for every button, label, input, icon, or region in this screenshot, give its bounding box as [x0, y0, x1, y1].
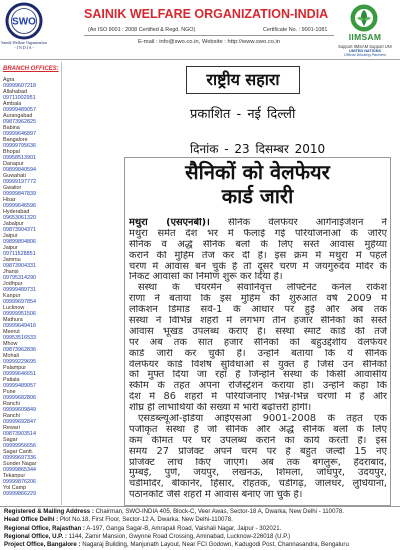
footer-address-text: 1144, Zamir Mansion, Gwynne Road Crossing, Aminabad, Lucknow-226018 (U.P.) — [68, 532, 291, 540]
footer-address-line — [4, 525, 397, 533]
footer-address-line — [4, 533, 397, 541]
branch-city: Sagar — [3, 437, 18, 443]
branch-city: Bangalore — [3, 137, 28, 143]
branch-city: Jaipur — [3, 233, 18, 239]
branch-item — [3, 197, 59, 209]
branch-phone: 09999646651 — [3, 371, 36, 377]
article-headline — [125, 160, 390, 208]
article-line: सैनिक व अर्द्ध सैनिक बलों के लिए सस्ते आवास मुहैय्या — [129, 239, 387, 250]
branch-item — [3, 305, 59, 317]
branch-city: Hisar — [3, 197, 16, 203]
branch-phone: 09999649416 — [3, 323, 36, 329]
article-line: को मुफ्त दिया जा रहा है जिन्होंने संस्था के किसी आवासीय — [129, 370, 387, 381]
footer-address-label: Project Office, Bangalore : — [4, 541, 81, 549]
branch-phone: 09999682806 — [3, 395, 36, 401]
branch-phone: 09653061320 — [3, 215, 36, 221]
branch-phone: 09873962825 — [3, 119, 36, 125]
branch-city: Tekanpur — [3, 473, 26, 479]
branch-city: Patiala — [3, 377, 20, 383]
branch-phone: 09999951506 — [3, 311, 36, 317]
branch-phone: 09953516533 — [3, 335, 36, 341]
branch-phone: 09999866229 — [3, 491, 36, 497]
branch-item — [3, 449, 59, 461]
branch-city: Babina — [3, 125, 20, 131]
article-line: लोकेशन डिमांड सर्वे-1 के आधार पर हुई और अब तक — [129, 305, 387, 316]
branch-item — [3, 257, 59, 269]
organization-title: SAINIK WELFARE ORGANIZATION-INDIA — [84, 7, 329, 21]
partner-name: IIMSAM — [348, 32, 382, 42]
certificate-number: Certificate No. : 9001-1081 — [263, 27, 328, 33]
article-line: संस्था के चेयरमैन सेवानिवृत्त लेफ्टिनेंट कर्नल राकेश — [138, 283, 387, 294]
branch-phone: 09999697854 — [3, 299, 36, 305]
branch-item — [3, 473, 59, 485]
branch-item — [3, 185, 59, 197]
branch-phone: 09999229695 — [3, 359, 36, 365]
footer-addresses — [4, 508, 397, 549]
footer-address-text: Nagaraj Building, Manjunath Layout, Near FCI Godown, Kadugodi Post, Channasandra, Bengaluru — [82, 541, 349, 549]
footer-address-label: Head Office Delhi : — [4, 516, 59, 524]
article-paragraph — [129, 283, 387, 414]
branch-item — [3, 149, 59, 161]
branch-phone: 09999795636 — [3, 143, 36, 149]
branch-city: Ranchi — [3, 413, 20, 419]
branch-item — [3, 209, 59, 221]
footer-address-text: A-197, Ganga Sagar-B, Amrapali Road, Vaishali Nagar, Jaipur - 302021. — [86, 524, 282, 532]
headline-line: सैनिकों को वेलफेयर — [185, 160, 330, 184]
branch-phone: 09999847839 — [3, 191, 36, 197]
article-line: कराने की मुहिम तेज कर दी है। इस क्रम में मथुरा में पहले — [129, 250, 387, 261]
branch-phone: 09999609849 — [3, 407, 36, 413]
article-line: चंडीमंदिर, बीकानेर, हिसार, रोहतक, चंडीगढ़, जालंधर, लुधियाना, — [129, 479, 387, 490]
branch-city: Sagar Cantt. — [3, 449, 34, 455]
branch-city: Sunder Nagar — [3, 461, 37, 467]
article-line: राणा ने बताया कि इस मुहिम की शुरुआत वर्ष 2009 में — [129, 294, 387, 305]
branch-phone: 09873903514 — [3, 431, 36, 437]
footer-address-label: Regional Office, Rajasthan : — [4, 524, 85, 532]
partner-tagline: Support IIMSAM Support UN! — [338, 44, 392, 49]
branch-item — [3, 269, 59, 281]
branch-city: Danapur — [3, 161, 24, 167]
footer-address-text: Plot No.18, First Floor, Sector-12 A, Dwarka, New Delhi-110078. — [59, 516, 233, 524]
newspaper-masthead: राष्ट्रीय सहारा — [186, 66, 300, 94]
branch-city: Yol Camp — [3, 485, 27, 491]
article-line: मथुरा समेत देश भर में फैलाई गई परियोजनाओं के जरिए — [129, 228, 387, 239]
footer-divider — [0, 506, 400, 507]
footer-address-line — [4, 541, 397, 549]
article-line: एसडब्ल्यूओ-इंडिया आईएसओ 9001-2008 के तहत एक — [138, 414, 387, 425]
iso-certification: (An ISO 9001 : 2008 Certified & Regd. NGO) — [88, 27, 196, 33]
branch-phone: 09999865344 — [3, 467, 36, 473]
branch-city: Jodhpur — [3, 281, 23, 287]
logo-caption-line: - I N D I A - — [14, 44, 34, 50]
branch-item — [3, 221, 59, 233]
branch-phone: 09999692847 — [3, 419, 36, 425]
branch-item — [3, 125, 59, 137]
article-line: आवास भूखंड उपलब्ध कराए हैं। संस्था स्मार्ट कार्ड की तर्ज — [129, 326, 387, 337]
branch-city: Bhopal — [3, 149, 20, 155]
branch-phone: 09999489057 — [3, 107, 36, 113]
article-line: शीघ्र ही लाभार्थियों की संख्या में भारी बढ़ोत्तरी होगी। — [129, 403, 312, 414]
branch-city: Jhansi — [3, 269, 19, 275]
sidebar-divider — [61, 62, 62, 505]
partner-line: UNITED NATIONS — [349, 49, 381, 53]
article-line: पंजीकृत संस्था है जो सैनिक और अर्द्ध सैनिक बलों के लिए — [129, 424, 387, 435]
branch-item — [3, 377, 59, 389]
article-line: वेलफेयर कार्ड विशेष सुविधाओं से युक्त हैं जिसे उन सैनिकों — [129, 359, 387, 370]
branch-phone: 09999607218 — [3, 83, 36, 89]
branch-item — [3, 401, 59, 413]
branch-item — [3, 485, 59, 497]
branch-phone: 09999956656 — [3, 443, 36, 449]
logo-lettering: SWO — [12, 16, 36, 28]
branch-item — [3, 113, 59, 125]
branch-city: Gwalior — [3, 185, 22, 191]
branch-phone: 09873904331 — [3, 263, 36, 269]
branch-phone: 09711528851 — [3, 251, 36, 257]
branch-item — [3, 161, 59, 173]
branch-phone: 09873962836 — [3, 347, 36, 353]
branch-city: Mhow — [3, 341, 18, 347]
published-place: प्रकाशित - नई दिल्ली — [190, 107, 296, 122]
article-line-text: सैनिक वेलफेयर आर्गेनाईजेशन ने — [227, 218, 387, 228]
article-dateline: मथुरा (एसएनबी)। — [129, 218, 210, 228]
article-line: पठानकोट जैसे शहरों में आवास बनाए जा चुके हैं। — [129, 490, 303, 501]
branch-city: Kanpur — [3, 293, 21, 299]
branch-phone: 09999197772 — [3, 179, 36, 185]
article-line: मुम्बई, पुणे, जयपुर, लखनऊ, शिमला, जोधपुर, उदयपुर, — [129, 468, 387, 479]
branch-item — [3, 137, 59, 149]
article-line: देश में 86 शहरों में परियोजनाएं भिन्न-भिन्न चरणों में हैं और — [129, 392, 387, 403]
branch-city: Mohali — [3, 353, 19, 359]
branch-phone: 09999489731 — [3, 287, 36, 293]
branch-city: Allahabad — [3, 89, 27, 95]
article-line: समय 27 प्रोजेक्ट अपने चरम पर हैं बहुत जल्दी 15 नए — [129, 446, 387, 457]
article-line: पर अब तक सात हजार सैनिकों को बहुउद्देशीय वेलफेयर — [129, 337, 387, 348]
article-paragraph — [129, 414, 387, 501]
branch-item — [3, 365, 59, 377]
branch-city: Palampur — [3, 365, 27, 371]
branch-phone: 09899840594 — [3, 167, 36, 173]
branch-city: Hyderabad — [3, 209, 30, 215]
footer-address-line — [4, 516, 397, 524]
branch-city: Meerut — [3, 329, 20, 335]
headline-line: कार्ड जारी — [221, 184, 294, 208]
branch-city: Jaipur — [3, 245, 18, 251]
branch-phone: 09999697336 — [3, 455, 36, 461]
branch-item — [3, 353, 59, 365]
contact-line: E-mail : info@swo.co.in, Website : http://www.swo.co.in — [137, 39, 281, 45]
branch-phone: 09999646596 — [3, 203, 36, 209]
branch-item — [3, 89, 59, 101]
article-line: कम कीमत पर घर उपलब्ध कराने का कार्य करती है। इस — [129, 435, 387, 446]
branch-city: Agra — [3, 77, 15, 83]
branch-item — [3, 341, 59, 353]
article-line: कार्ड जारी कर चुकी है। उन्होंने बताया कि ये सैनिक — [129, 348, 387, 359]
branch-phone: 09873904371 — [3, 227, 36, 233]
branch-phone: 09999646897 — [3, 131, 36, 137]
branch-item — [3, 461, 59, 473]
branch-phone: 09958513901 — [3, 155, 36, 161]
branch-city: Mathura — [3, 317, 23, 323]
branch-item — [3, 437, 59, 449]
article-line: संस्था ने विभिन्न शहरों में लगभग तीन हजार सैनिकों को सस्ते — [129, 316, 387, 327]
footer-address-line — [4, 508, 397, 516]
branch-city: Ambala — [3, 101, 22, 107]
branch-item — [3, 413, 59, 425]
branch-city: Rewari — [3, 425, 20, 431]
footer-address-text: Chairman, SWO-INDIA 405, Block-C, Veer Awas, Sector-18 A, Dwarka, New Delhi - 110078. — [95, 508, 344, 515]
article-line — [129, 218, 387, 229]
header-divider — [84, 35, 334, 36]
branch-item — [3, 317, 59, 329]
footer-address-label: Registered & Mailing Address : — [4, 508, 94, 515]
branch-office-list — [3, 77, 59, 497]
branch-item — [3, 233, 59, 245]
branch-item — [3, 101, 59, 113]
branch-item — [3, 293, 59, 305]
branch-offices-heading: BRANCH OFFICES: — [3, 66, 59, 72]
article-line: चरण में आवास बन चुके हैं तो दूसरे चरण में जयगुरुदेव मंदिर के — [129, 261, 387, 272]
branch-item — [3, 425, 59, 437]
branch-phone: 09711002951 — [3, 95, 36, 101]
branch-phone: 09899804806 — [3, 239, 36, 245]
branch-city: Lucknow — [3, 305, 25, 311]
branch-phone: 09999489057 — [3, 383, 36, 389]
branch-item — [3, 389, 59, 401]
swo-logo-icon — [5, 2, 43, 40]
article-line: स्कीम के तहत अपना रजिस्ट्रेशन कराया हो। उन्होंने कहा कि — [129, 381, 387, 392]
branch-city: Jammu — [3, 257, 21, 263]
article-line: प्रोजेक्ट लांच किए जाएंगे। अब तक बंगलुरू, हैदराबाद, — [129, 457, 387, 468]
article-line: निकट आवासों का निर्माण शुरू कर दिया है। — [129, 272, 283, 283]
branch-phone: 09999876206 — [3, 479, 36, 485]
branch-city: Pune — [3, 389, 16, 395]
branch-phone: 09795314290 — [3, 275, 36, 281]
branch-city: Ranchi — [3, 401, 20, 407]
published-date: दिनांक - 23 दिसम्बर 2010 — [190, 142, 326, 156]
article-paragraph — [129, 218, 387, 283]
branch-city: Guwahati — [3, 173, 26, 179]
news-clipping — [124, 157, 391, 506]
logo-caption — [0, 41, 48, 51]
branch-city: Aurangabad — [3, 113, 33, 119]
branch-city: Jabalpur — [3, 221, 24, 227]
article-body — [129, 218, 387, 501]
footer-address-label: Regional Office, U.P. : — [4, 532, 67, 540]
branch-item — [3, 329, 59, 341]
branch-item — [3, 245, 59, 257]
partner-line: Official Working Partners — [344, 53, 386, 57]
iimsam-emblem-icon — [349, 3, 379, 33]
branch-item — [3, 77, 59, 89]
branch-item — [3, 173, 59, 185]
logo-caption-line: Sainik Welfare Organization — [1, 40, 47, 45]
branch-item — [3, 281, 59, 293]
header-bottom-divider — [0, 59, 400, 60]
